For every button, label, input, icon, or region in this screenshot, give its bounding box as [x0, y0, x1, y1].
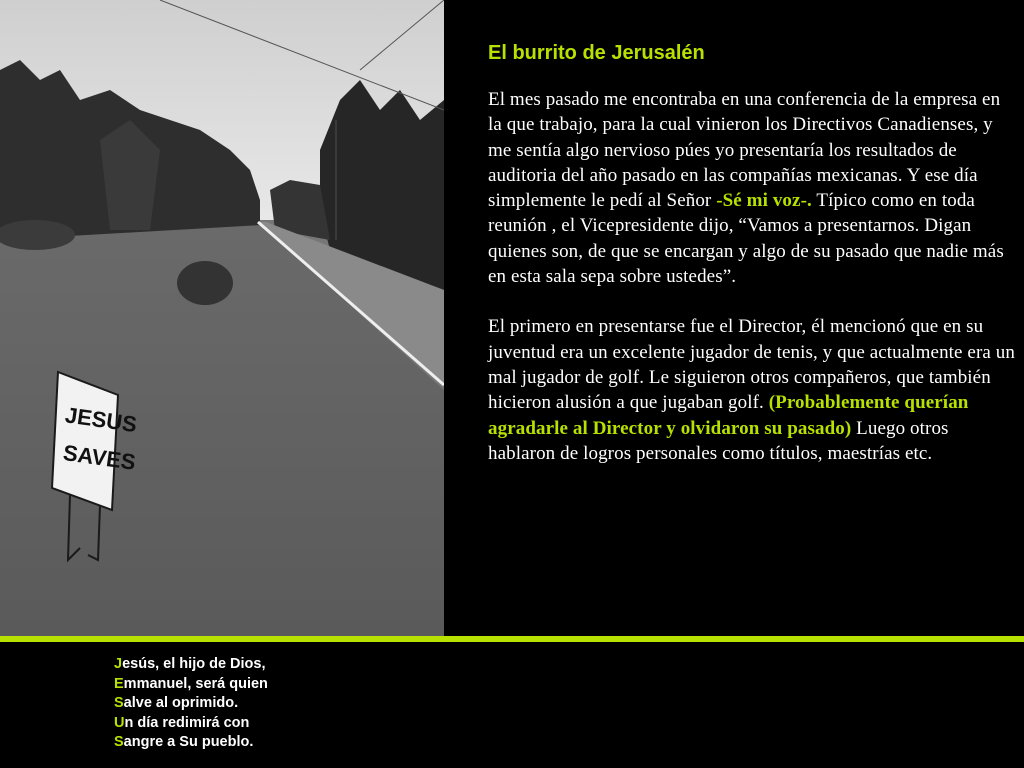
road-photo: [0, 0, 444, 636]
article-paragraph-1: [488, 87, 1018, 289]
paragraph-1-text-b: Típico como en toda reunión , el Vicepresidente dijo, “Vamos a presentarnos. Digan quienes son, de que se encargan y algo de su pasado que nadie más en esta sala sepa sobre ustedes”.: [488, 190, 1004, 288]
acrostic-line: [114, 655, 268, 675]
acrostic-initial: E: [114, 675, 124, 692]
acrostic-initial: U: [114, 714, 125, 731]
acrostic-line: [114, 733, 268, 753]
paragraph-2-text-b: Luego otros hablaron de logros personales como títulos, maestrías etc.: [488, 417, 949, 464]
paragraph-2-highlight: (Probablemente querían agradarle al Director y olvidaron su pasado): [488, 392, 969, 439]
acrostic-rest: n día redimirá con: [124, 714, 250, 731]
acrostic-initial: S: [114, 695, 124, 712]
acrostic-rest: esús, el hijo de Dios,: [122, 656, 266, 672]
acrostic-rest: alve al oprimido.: [123, 695, 239, 712]
acrostic-line: [114, 675, 268, 695]
acrostic-verse: [114, 655, 268, 753]
acrostic-line: [114, 694, 268, 714]
acrostic-rest: mmanuel, será quien: [123, 675, 268, 692]
article-panel: [488, 42, 1018, 491]
accent-divider: [0, 636, 1024, 642]
acrostic-rest: angre a Su pueblo.: [123, 734, 254, 751]
acrostic-initial: S: [114, 734, 124, 751]
article-paragraph-2: [488, 314, 1018, 466]
acrostic-line: [114, 714, 268, 734]
road-photo-illustration: [0, 0, 444, 636]
article-title: El burrito de Jerusalén: [488, 42, 705, 64]
sign-text-line2: SAVES: [61, 439, 138, 475]
paragraph-1-highlight: -Sé mi voz-.: [716, 190, 812, 212]
acrostic-initial: J: [114, 656, 123, 672]
paragraph-2-text-a: El primero en presentarse fue el Director, él mencionó que en su juventud era un excelente jugador de tenis, y que actualmente era un mal jugador de golf. Le siguieron otros compañeros, que también hicieron alusión a que jugaban golf.: [488, 316, 1015, 414]
paragraph-1-text-a: El mes pasado me encontraba en una conferencia de la empresa en la que trabajo, para la cual vinieron los Directivos Canadienses, y me sentía algo nervioso púes yo presentaría los resultados de auditoria del año pasado en las compañías mexicanas. Y ese día simplemente le pedí al Señor: [488, 89, 1001, 212]
sign-text-line1: JESUS: [63, 402, 139, 438]
